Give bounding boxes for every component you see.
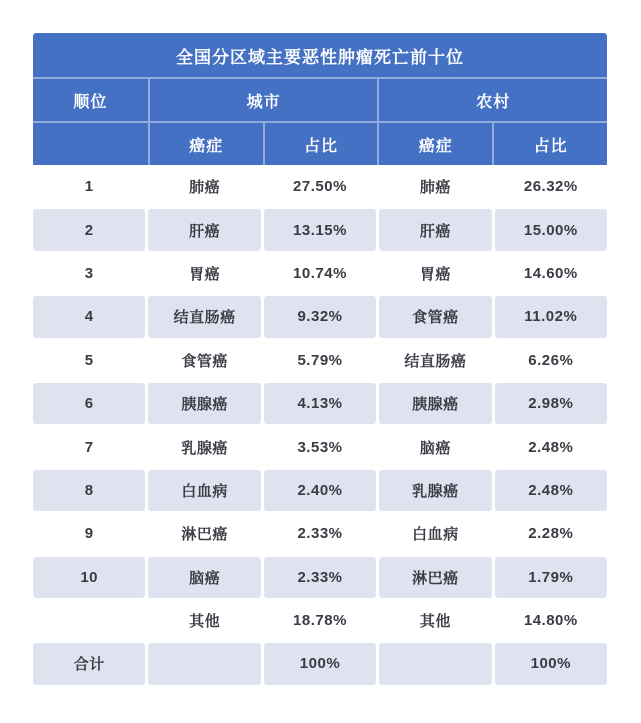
city-share-cell: 2.33% [264, 557, 376, 598]
rural-share-cell: 2.28% [528, 525, 574, 543]
rural-cancer-cell: 脑癌 [419, 439, 451, 457]
table-row [33, 425, 607, 468]
cancer-mortality-table [33, 33, 607, 686]
rural-share-cell: 2.48% [528, 438, 574, 456]
header-city: 城市 [148, 79, 378, 121]
rural-cancer-cell: 食管癌 [379, 296, 491, 337]
city-share-cell: 9.32% [264, 296, 376, 337]
rank-cell: 7 [84, 438, 94, 456]
city-cancer-cell: 食管癌 [181, 352, 228, 370]
rural-cancer-cell: 胰腺癌 [379, 383, 491, 424]
rural-share-cell: 14.60% [523, 264, 578, 282]
rural-share-cell: 100% [495, 643, 607, 684]
city-cancer-cell: 淋巴癌 [181, 526, 228, 544]
rank-cell: 1 [84, 178, 94, 196]
header-rural: 农村 [377, 79, 607, 121]
city-share-cell: 4.13% [264, 383, 376, 424]
header-group-row [33, 77, 607, 121]
city-cancer-cell: 脑癌 [148, 557, 260, 598]
city-cancer-cell: 乳腺癌 [181, 439, 228, 457]
rural-cancer-cell: 肝癌 [379, 209, 491, 250]
city-share-cell: 100% [264, 643, 376, 684]
city-cancer-cell: 其他 [189, 613, 221, 631]
table-header [33, 33, 607, 165]
table-row [33, 382, 607, 425]
rural-share-cell: 6.26% [528, 351, 574, 369]
table-row [33, 295, 607, 338]
table-row [33, 512, 607, 555]
rural-cancer-cell: 肺癌 [419, 179, 451, 197]
city-share-cell: 5.79% [297, 351, 343, 369]
rural-cancer-cell: 淋巴癌 [379, 557, 491, 598]
rural-share-cell: 2.98% [495, 383, 607, 424]
rural-cancer-cell: 乳腺癌 [379, 470, 491, 511]
header-blank-cell [33, 123, 148, 165]
city-share-cell: 27.50% [293, 178, 347, 196]
table-body [33, 165, 607, 686]
rural-cancer-cell: 白血病 [412, 526, 459, 544]
rank-cell: 9 [84, 525, 94, 543]
rural-share-cell: 11.02% [495, 296, 607, 337]
table-row [33, 599, 607, 642]
rural-cancer-cell: 胃癌 [419, 265, 451, 283]
table-row [33, 469, 607, 512]
rank-cell: 4 [33, 296, 145, 337]
city-share-cell: 2.33% [297, 525, 343, 543]
city-share-cell: 10.74% [293, 264, 347, 282]
header-city-share: 占比 [263, 123, 378, 165]
table-row [33, 556, 607, 599]
table-row [33, 208, 607, 251]
rural-cancer-cell [379, 643, 491, 684]
table-row [33, 642, 607, 685]
rank-cell: 6 [33, 383, 145, 424]
rank-cell: 10 [33, 557, 145, 598]
rural-share-cell: 2.48% [495, 470, 607, 511]
city-share-cell: 13.15% [264, 209, 376, 250]
table-title: 全国分区域主要恶性肿瘤死亡前十位 [176, 47, 464, 67]
city-cancer-cell: 肺癌 [189, 179, 221, 197]
header-sub-row [33, 121, 607, 165]
rural-cancer-cell: 结直肠癌 [404, 352, 467, 370]
header-rural-cancer: 癌症 [377, 123, 492, 165]
rural-share-cell: 1.79% [495, 557, 607, 598]
table-row [33, 339, 607, 382]
city-cancer-cell: 白血病 [148, 470, 260, 511]
rank-cell: 8 [33, 470, 145, 511]
rank-cell: 5 [84, 351, 94, 369]
city-cancer-cell: 胃癌 [189, 265, 221, 283]
rank-cell: 3 [84, 264, 94, 282]
rank-cell: 合计 [33, 643, 145, 684]
rural-cancer-cell: 其他 [419, 613, 451, 631]
city-share-cell: 2.40% [264, 470, 376, 511]
rural-share-cell: 26.32% [523, 178, 578, 196]
header-rural-share: 占比 [492, 123, 607, 165]
city-cancer-cell: 肝癌 [148, 209, 260, 250]
city-cancer-cell: 胰腺癌 [148, 383, 260, 424]
table-row [33, 165, 607, 208]
table-row [33, 252, 607, 295]
header-rank: 顺位 [73, 93, 108, 111]
city-share-cell: 18.78% [293, 612, 347, 630]
city-cancer-cell [148, 643, 260, 684]
rural-share-cell: 15.00% [495, 209, 607, 250]
city-cancer-cell: 结直肠癌 [148, 296, 260, 337]
city-share-cell: 3.53% [297, 438, 343, 456]
header-city-cancer: 癌症 [148, 123, 263, 165]
rank-cell [33, 600, 145, 641]
rural-share-cell: 14.80% [523, 612, 578, 630]
rank-cell: 2 [33, 209, 145, 250]
